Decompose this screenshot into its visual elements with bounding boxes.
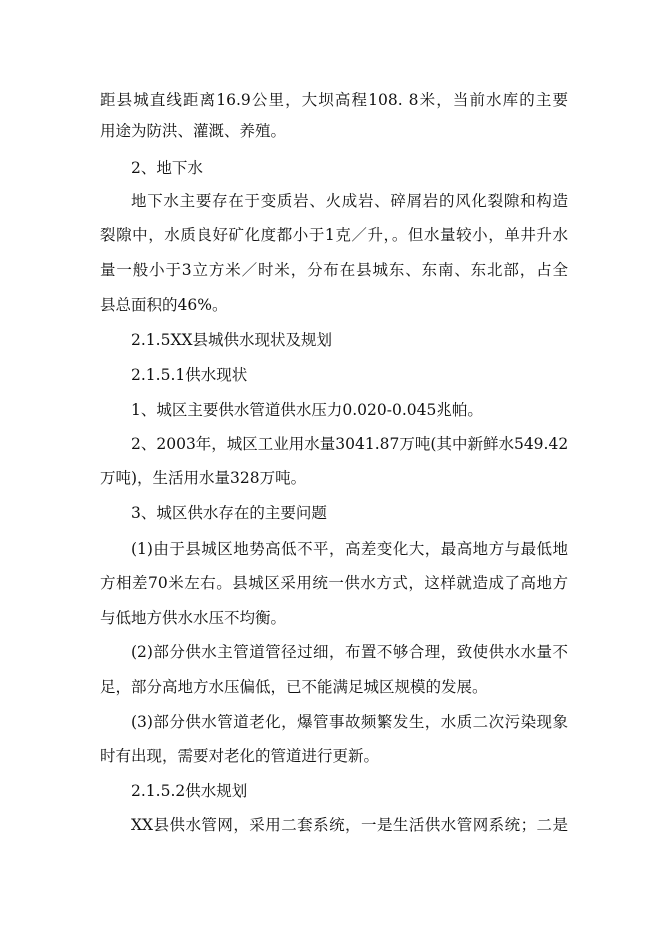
paragraph-line: 与低地方供水水压不均衡。 bbox=[100, 609, 287, 627]
paragraph-line: 时有出现，需要对老化的管道进行更新。 bbox=[100, 747, 380, 765]
paragraph-line: XX县供水管网，采用二套系统，一是生活供水管网系统；二是 bbox=[131, 816, 568, 834]
section-heading: 2、地下水 bbox=[131, 159, 203, 177]
paragraph-line: (3)部分供水管道老化，爆管事故频繁发生，水质二次污染现象 bbox=[131, 713, 568, 731]
paragraph-line: 方相差70米左右。县城区采用统一供水方式，这样就造成了高地方 bbox=[100, 574, 568, 592]
paragraph-line: (1)由于县城区地势高低不平，高差变化大，最高地方与最低地 bbox=[131, 540, 568, 558]
paragraph-line: 地下水主要存在于变质岩、火成岩、碎屑岩的风化裂隙和构造 bbox=[131, 192, 568, 210]
paragraph-line: 2、2003年，城区工业用水量3041.87万吨(其中新鲜水549.42 bbox=[131, 435, 569, 453]
section-heading: 3、城区供水存在的主要问题 bbox=[131, 504, 327, 522]
paragraph-line: 足，部分高地方水压偏低，已不能满足城区规模的发展。 bbox=[100, 678, 488, 696]
paragraph-line: 1、城区主要供水管道供水压力0.020-0.045兆帕。 bbox=[131, 401, 483, 419]
paragraph-line: 量一般小于3立方米／时米，分布在县城东、东南、东北部，占全 bbox=[100, 261, 568, 279]
paragraph-line: 裂隙中，水质良好矿化度都小于1克／升，。但水量较小，单井升水 bbox=[100, 226, 568, 244]
paragraph-line: 万吨)，生活用水量328万吨。 bbox=[100, 469, 307, 487]
paragraph-line: 县总面积的46%。 bbox=[100, 296, 228, 314]
paragraph-line: 距县城直线距离16.9公里，大坝高程108. 8米，当前水库的主要 bbox=[100, 91, 568, 109]
paragraph-line: 用途为防洪、灌溉、养殖。 bbox=[100, 122, 287, 140]
section-heading: 2.1.5.2供水规划 bbox=[131, 782, 248, 800]
section-heading: 2.1.5XX县城供水现状及规划 bbox=[131, 331, 333, 349]
section-heading: 2.1.5.1供水现状 bbox=[131, 366, 248, 384]
paragraph-line: (2)部分供水主管道管径过细，布置不够合理，致使供水水量不 bbox=[131, 643, 568, 661]
